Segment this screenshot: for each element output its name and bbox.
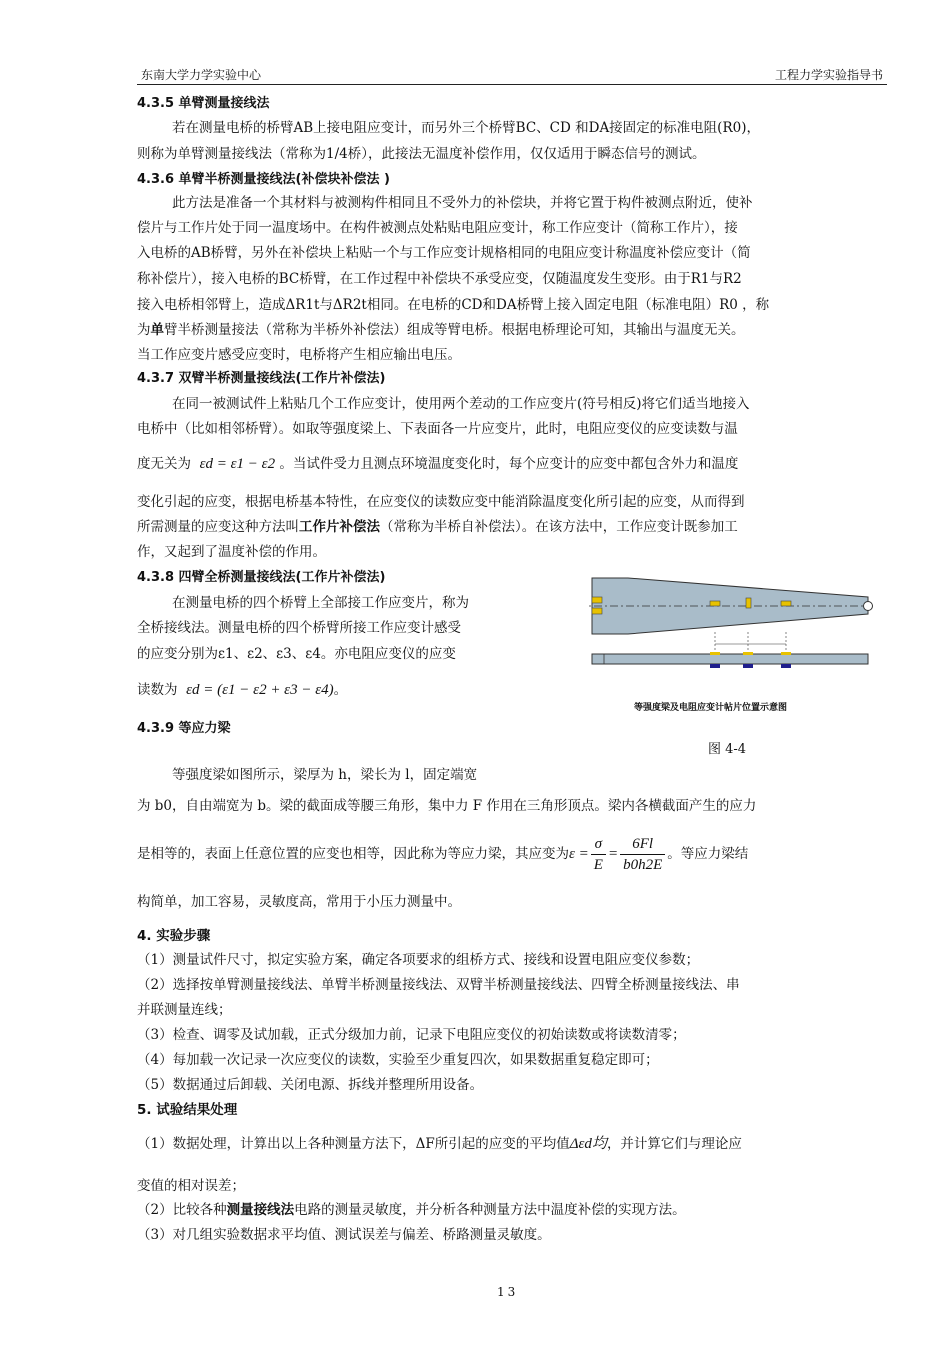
paragraph-line: 为单臂半桥测量接法（常称为半桥外补偿法）组成等臂电桥。根据电桥理论可知，其输出与温度无关。 <box>137 322 745 338</box>
strain-gauge <box>746 598 751 608</box>
paragraph-line: 读数为 εd = (ε1 − ε2 + ε3 − ε4)。 <box>137 682 348 698</box>
beam-figure <box>588 570 888 720</box>
list-item: （2）选择按单臂测量接线法、单臂半桥测量接线法、双臂半桥测量接线法、四臂全桥测量接线法、串 <box>137 977 740 993</box>
section-4-3-6-title: 4.3.6 单臂半桥测量接线法(补偿块补偿法 ) <box>137 172 390 187</box>
equation-avg-strain: Δεd均 <box>569 1136 607 1152</box>
figure-number: 图 4-4 <box>708 742 747 757</box>
equal-strength-beam-diagram <box>588 570 888 700</box>
list-item: （1）测量试件尺寸，拟定实验方案，确定各项要求的组桥方式、接线和设置电阻应变仪参数； <box>137 952 700 968</box>
equation-half-bridge: εd = ε1 − ε2 <box>199 456 276 472</box>
section-4-3-7-title: 4.3.7 双臂半桥测量接线法(工作片补偿法) <box>137 371 386 386</box>
section-5-title: 5. 试验结果处理 <box>137 1102 238 1118</box>
strain-gauge <box>710 601 720 606</box>
section-4-3-8-title: 4.3.8 四臂全桥测量接线法(工作片补偿法) <box>137 570 386 585</box>
strain-gauge-bottom <box>743 664 753 668</box>
paragraph-line: 度无关为 εd = ε1 − ε2 。当试件受力且测点环境温度变化时，每个应变计的应变中都包含外力和温度 <box>137 456 739 472</box>
strain-gauge <box>781 601 791 606</box>
paragraph-line: 所需测量的应变这种方法叫工作片补偿法（常称为半桥自补偿法）。在该方法中，工作应变计既参加工 <box>137 519 738 535</box>
paragraph-line: 作，又起到了温度补偿的作用。 <box>137 544 326 560</box>
list-item: （1）数据处理，计算出以上各种测量方法下，ΔF所引起的应变的平均值Δεd均，并计算它们与理论应 <box>137 1136 742 1152</box>
header-right: 工程力学实验指导书 <box>774 68 883 82</box>
strain-gauge-bottom <box>710 664 720 668</box>
list-item: （3）对几组实验数据求平均值、测试误差与偏差、桥路测量灵敏度。 <box>137 1227 551 1243</box>
paragraph-line: 入电桥的AB桥臂，另外在补偿块上粘贴一个与工作应变计规格相同的电阻应变计称温度补偿应变计（简 <box>137 245 751 261</box>
strain-gauge-bottom <box>781 664 791 668</box>
paragraph-line: 称补偿片），接入电桥的BC桥臂，在工作过程中补偿块不承受应变，仅随温度发生变形。由于R1与R2 <box>137 271 742 287</box>
gauge-mark <box>592 608 602 614</box>
strain-gauge <box>781 652 791 655</box>
fraction-6fl: $\frac{6Fl}{b0h2E}$ <box>620 834 665 875</box>
paragraph-line: 是相等的，表面上任意位置的应变也相等，因此称为等应力梁，其应变为ε = $\frac{\sigma}{E}$ = $\frac{6Fl}{b0h2E}$ 。等应力梁结 <box>137 836 749 873</box>
paragraph-line: 当工作应变片感受应变时，电桥将产生相应输出电压。 <box>137 347 461 363</box>
paragraph-line: 则称为单臂测量接线法（常称为1/4桥），此接法无温度补偿作用，仅仅适用于瞬态信号的测试。 <box>137 146 706 162</box>
header-left: 东南大学力学实验中心 <box>141 68 262 82</box>
list-item: （2）比较各种测量接线法电路的测量灵敏度，并分析各种测量方法中温度补偿的实现方法。 <box>137 1202 686 1218</box>
page-number: 13 <box>497 1285 519 1299</box>
list-item: （5）数据通过后卸载、关闭电源、拆线并整理所用设备。 <box>137 1077 484 1093</box>
equation-full-bridge: εd = (ε1 − ε2 + ε3 − ε4) <box>186 682 334 698</box>
strain-gauge <box>710 652 720 655</box>
strain-gauge <box>743 652 753 655</box>
paragraph-line: 等强度梁如图所示，梁厚为 h，梁长为 l，固定端宽 <box>172 767 478 783</box>
list-item: 变值的相对误差； <box>137 1178 245 1194</box>
paragraph-line: 若在测量电桥的桥臂AB上接电阻应变计，而另外三个桥臂BC、CD 和DA接固定的标准电阻(R0)， <box>172 120 760 136</box>
paragraph-line: 偿片与工作片处于同一温度场中。在构件被测点处粘贴电阻应变计，称工作应变计（简称工作片），接 <box>137 220 738 236</box>
list-item: （4）每加载一次记录一次应变仪的读数，实验至少重复四次，如果数据重复稳定即可； <box>137 1052 659 1068</box>
page-header <box>137 62 887 85</box>
paragraph-line: 的应变分别为ε1、ε2、ε3、ε4。亦电阻应变仪的应变 <box>137 646 456 662</box>
list-item: 并联测量连线； <box>137 1002 232 1018</box>
list-item: （3）检查、调零及试加载，正式分级加力前，记录下电阻应变仪的初始读数或将读数清零； <box>137 1027 686 1043</box>
load-point-circle <box>864 602 873 611</box>
paragraph-line: 为 b0，自由端宽为 b。梁的截面成等腰三角形，集中力 F 作用在三角形顶点。梁内各横截面产生的应力 <box>137 798 757 814</box>
paragraph-line: 全桥接线法。测量电桥的四个桥臂所接工作应变计感受 <box>137 620 461 636</box>
figure-caption: 等强度梁及电阻应变计帖片位置示意图 <box>634 703 788 713</box>
paragraph-line: 在同一被测试件上粘贴几个工作应变计，使用两个差动的工作应变片(符号相反)将它们适当地接入 <box>172 396 750 412</box>
section-4-3-9-title: 4.3.9 等应力梁 <box>137 721 231 736</box>
gauge-mark <box>592 597 602 603</box>
paragraph-line: 电桥中（比如相邻桥臂）。如取等强度梁上、下表面各一片应变片，此时，电阻应变仪的应变读数与温 <box>137 421 738 437</box>
fraction-sigma-over-e: $\frac{\sigma}{E}$ <box>591 834 606 875</box>
beam-side-view <box>592 654 868 664</box>
paragraph-line: 接入电桥相邻臂上，造成ΔR1t与ΔR2t相同。在电桥的CD和DA桥臂上接入固定电阻（标准电阻）R0 ，称 <box>137 297 770 313</box>
section-4-title: 4. 实验步骤 <box>137 928 211 944</box>
section-4-3-5-title: 4.3.5 单臂测量接线法 <box>137 96 270 111</box>
paragraph-line: 变化引起的应变，根据电桥基本特性，在应变仪的读数应变中能消除温度变化所引起的应变，从而得到 <box>137 494 745 510</box>
paragraph-line: 此方法是准备一个其材料与被测构件相同且不受外力的补偿块，并将它置于构件被测点附近，使补 <box>172 195 753 211</box>
paragraph-line: 构简单，加工容易，灵敏度高，常用于小压力测量中。 <box>137 894 461 910</box>
paragraph-line: 在测量电桥的四个桥臂上全部接工作应变片，称为 <box>172 595 469 611</box>
